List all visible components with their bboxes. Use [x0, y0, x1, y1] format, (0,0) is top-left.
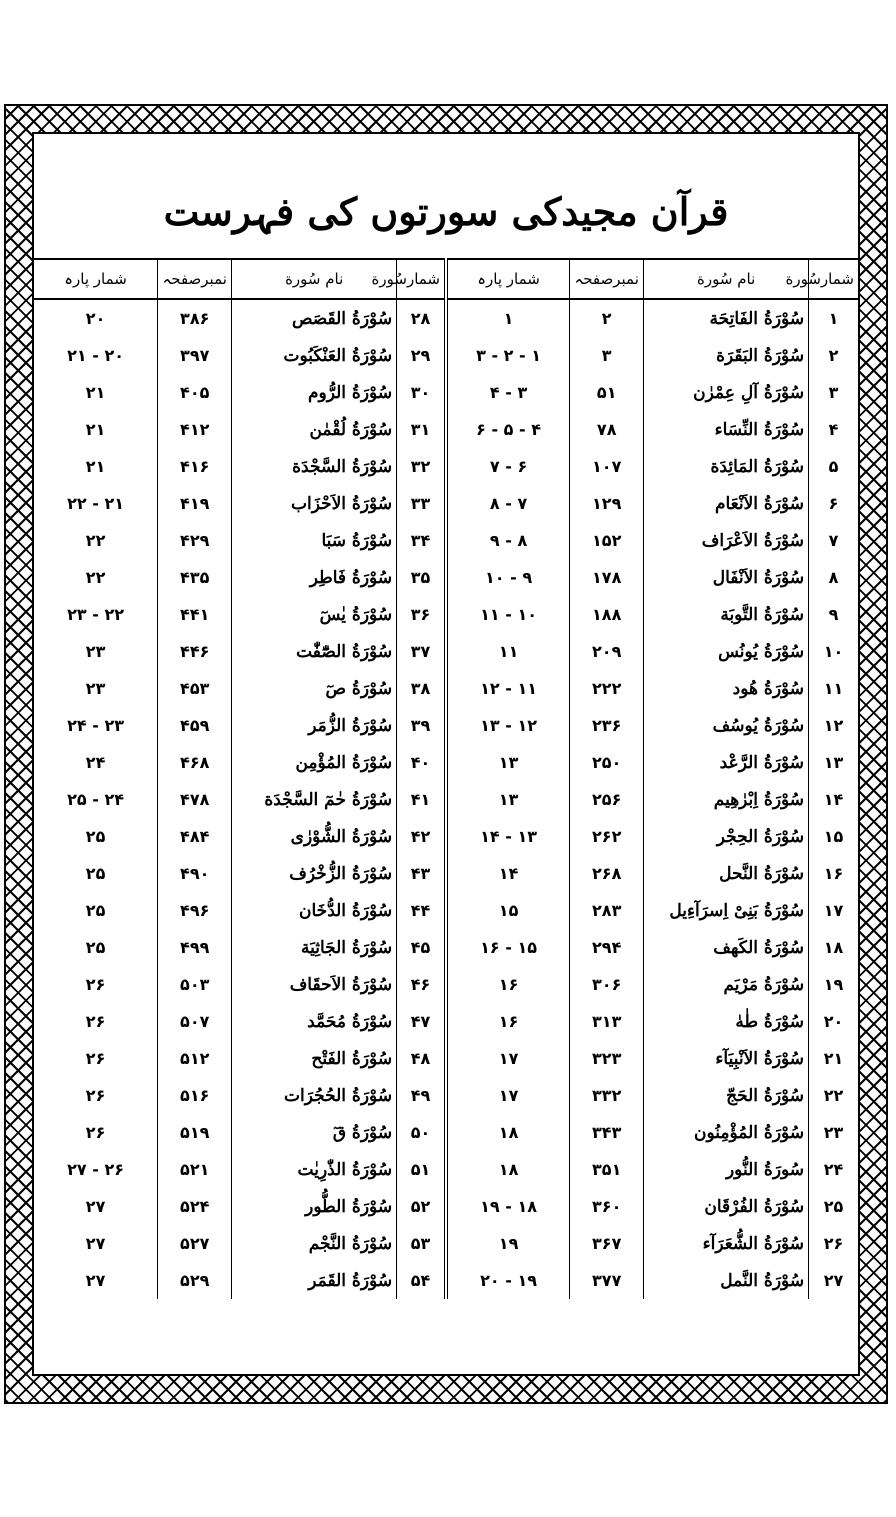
- cell-surah-page: ۴۸۴: [158, 818, 232, 855]
- cell-surah-page: ۵۲۹: [158, 1262, 232, 1299]
- cell-surah-para: ۲۲: [85, 531, 106, 550]
- cell-surah-name: سُوْرَةُ الاَحقَاف: [232, 966, 397, 1003]
- table-header-row: [34, 259, 858, 299]
- cell-surah-number: ۵۴: [397, 1262, 446, 1299]
- cell-surah-para: ۲۰ - ۲۱: [67, 346, 124, 365]
- cell-surah-page: ۲۹۴: [570, 929, 644, 966]
- cell-surah-page: ۲۶۲: [570, 818, 644, 855]
- cell-surah-para: ۶ - ۷: [446, 448, 570, 485]
- table-row: [34, 1114, 858, 1151]
- table-row: [34, 1151, 858, 1188]
- cell-surah-page: ۱۷۸: [570, 559, 644, 596]
- cell-surah-number: ۳۶: [397, 596, 446, 633]
- header-para-no: شمار پارہ: [446, 259, 570, 299]
- cell-surah-page: ۳۸۶: [158, 299, 232, 337]
- cell-surah-number: ۳: [809, 374, 858, 411]
- cell-surah-para: ۹ - ۱۰: [446, 559, 570, 596]
- cell-surah-number: ۴۲: [397, 818, 446, 855]
- cell-surah-number: ۱۳: [809, 744, 858, 781]
- cell-surah-page: ۵۱۹: [158, 1114, 232, 1151]
- cell-surah-number: ۲۸: [397, 299, 446, 337]
- cell-surah-number: ۳۲: [397, 448, 446, 485]
- cell-surah-para: ۱۹: [446, 1225, 570, 1262]
- cell-surah-number: ۱۸: [809, 929, 858, 966]
- cell-surah-page: ۳۲۳: [570, 1040, 644, 1077]
- cell-surah-name: سُوْرَةُ النَّمل: [644, 1262, 809, 1299]
- table-row: [34, 485, 858, 522]
- cell-surah-name: سُوْرَةُ المُؤْمِنُون: [644, 1114, 809, 1151]
- table-row: [34, 781, 858, 818]
- cell-surah-number: ۲۱: [809, 1040, 858, 1077]
- cell-surah-para: ۲۵: [85, 864, 106, 883]
- cell-surah-name: سُوْرَةُ الزُّمَر: [232, 707, 397, 744]
- cell-surah-number: ۱۲: [809, 707, 858, 744]
- cell-surah-name: سُوْرَةُ هُود: [644, 670, 809, 707]
- cell-surah-name: سُوْرَةُ المُؤْمِن: [232, 744, 397, 781]
- cell-surah-name: سُوْرَةُ طٰهٰ: [644, 1003, 809, 1040]
- table-row: [34, 670, 858, 707]
- cell-surah-name: سُوْرَةُ آلِ عِمْرٰن: [644, 374, 809, 411]
- cell-surah-para: ۱۴: [446, 855, 570, 892]
- table-row: [34, 337, 858, 374]
- cell-surah-para: ۲۶: [85, 1049, 106, 1068]
- cell-surah-para: ۱۰ - ۱۱: [446, 596, 570, 633]
- cell-surah-para: ۲۷: [85, 1197, 106, 1216]
- cell-surah-number: ۲۰: [809, 1003, 858, 1040]
- cell-surah-page: ۴۵۳: [158, 670, 232, 707]
- cell-surah-para: ۱۱: [446, 633, 570, 670]
- cell-surah-para: ۲۶ - ۲۷: [67, 1160, 124, 1179]
- table-row: [34, 1040, 858, 1077]
- cell-surah-page: ۴۰۵: [158, 374, 232, 411]
- cell-surah-name: سُوْرَةُ الزُّخْرُف: [232, 855, 397, 892]
- cell-surah-para: ۱۱ - ۱۲: [446, 670, 570, 707]
- cell-surah-para: ۲۱: [85, 383, 106, 402]
- table-row: [34, 411, 858, 448]
- cell-surah-page: ۴۳۵: [158, 559, 232, 596]
- cell-surah-number: ۴۱: [397, 781, 446, 818]
- cell-surah-para: ۱۳: [446, 744, 570, 781]
- cell-surah-name: سُوْرَةُ الاَنْفَال: [644, 559, 809, 596]
- cell-surah-para: ۷ - ۸: [446, 485, 570, 522]
- cell-surah-name: سُوْرَةُ الصّٰٓفّٰت: [232, 633, 397, 670]
- surah-index-table: [34, 258, 858, 1299]
- cell-surah-name: سُوْرَةُ الدُّخَان: [232, 892, 397, 929]
- cell-surah-number: ۸: [809, 559, 858, 596]
- cell-surah-para: ۲۲: [85, 568, 106, 587]
- table-row: [34, 744, 858, 781]
- cell-surah-para: ۲۷: [85, 1271, 106, 1290]
- cell-surah-number: ۴۶: [397, 966, 446, 1003]
- cell-surah-para: ۱۸: [446, 1114, 570, 1151]
- cell-surah-para: ۲۵: [85, 938, 106, 957]
- cell-surah-page: ۱۰۷: [570, 448, 644, 485]
- table-row: [34, 818, 858, 855]
- cell-surah-name: سُوْرَةُ السَّجْدَة: [232, 448, 397, 485]
- cell-surah-page: ۳۶۷: [570, 1225, 644, 1262]
- content-panel: [32, 132, 860, 1376]
- table-row: [34, 966, 858, 1003]
- header-surah-name: نام سُورة: [232, 259, 397, 299]
- cell-surah-para: ۲۶: [85, 1012, 106, 1031]
- cell-surah-number: ۴۴: [397, 892, 446, 929]
- cell-surah-name: سُوْرَةُ العَنْكَبُوت: [232, 337, 397, 374]
- cell-surah-para: ۲۱ - ۲۲: [67, 494, 124, 513]
- cell-surah-name: سُوْرَةُ الفَتْح: [232, 1040, 397, 1077]
- cell-surah-para: ۲۰: [85, 309, 106, 328]
- cell-surah-name: سُوْرَةُ النِّسَاء: [644, 411, 809, 448]
- cell-surah-page: ۳۴۳: [570, 1114, 644, 1151]
- cell-surah-name: سُوْرَةُ البَقَرَة: [644, 337, 809, 374]
- cell-surah-page: ۵۲۴: [158, 1188, 232, 1225]
- cell-surah-para: ۳ - ۴: [446, 374, 570, 411]
- cell-surah-para: ۲۲ - ۲۳: [67, 605, 124, 624]
- cell-surah-name: سُوْرَةُ القَصَص: [232, 299, 397, 337]
- cell-surah-name: سُوْرَةُ الفُرْقَان: [644, 1188, 809, 1225]
- page-frame: [4, 104, 888, 1404]
- cell-surah-para: ۱: [446, 299, 570, 337]
- cell-surah-para: ۲۱: [85, 420, 106, 439]
- cell-surah-page: ۵۱: [570, 374, 644, 411]
- cell-surah-number: ۹: [809, 596, 858, 633]
- cell-surah-number: ۵: [809, 448, 858, 485]
- cell-surah-name: سُوْرَةُ النَّجْم: [232, 1225, 397, 1262]
- cell-surah-page: ۵۰۳: [158, 966, 232, 1003]
- cell-surah-number: ۵۰: [397, 1114, 446, 1151]
- cell-surah-page: ۳۰۶: [570, 966, 644, 1003]
- cell-surah-page: ۴۷۸: [158, 781, 232, 818]
- cell-surah-page: ۳۳۲: [570, 1077, 644, 1114]
- cell-surah-number: ۲۳: [809, 1114, 858, 1151]
- cell-surah-name: سُوْرَةُ الكَهف: [644, 929, 809, 966]
- cell-surah-number: ۱۷: [809, 892, 858, 929]
- cell-surah-name: سُوْرَةُ الشُّعَرَآء: [644, 1225, 809, 1262]
- cell-surah-name: سُوْرَةُ الرَّعْد: [644, 744, 809, 781]
- cell-surah-number: ۴۵: [397, 929, 446, 966]
- cell-surah-page: ۴۹۹: [158, 929, 232, 966]
- cell-surah-page: ۳۹۷: [158, 337, 232, 374]
- cell-surah-number: ۲۶: [809, 1225, 858, 1262]
- cell-surah-name: سُوْرَةُ الاَعْرَاف: [644, 522, 809, 559]
- cell-surah-para: ۱۸: [446, 1151, 570, 1188]
- cell-surah-name: سُوْرَةُ صٓ: [232, 670, 397, 707]
- cell-surah-para: ۲۶: [85, 1086, 106, 1105]
- cell-surah-number: ۴۰: [397, 744, 446, 781]
- cell-surah-page: ۲۳۶: [570, 707, 644, 744]
- cell-surah-name: سُوْرَةُ حٰمٓ السَّجْدَة: [232, 781, 397, 818]
- table-row: [34, 374, 858, 411]
- cell-surah-name: سُوْرَةُ يُونُس: [644, 633, 809, 670]
- page-title: قرآن مجیدکی سورتوں کی فہرست: [163, 189, 729, 234]
- cell-surah-number: ۵۲: [397, 1188, 446, 1225]
- cell-surah-page: ۳۷۷: [570, 1262, 644, 1299]
- cell-surah-page: ۴۲۹: [158, 522, 232, 559]
- table-row: [34, 855, 858, 892]
- cell-surah-number: ۲۹: [397, 337, 446, 374]
- cell-surah-number: ۳۵: [397, 559, 446, 596]
- table-row: [34, 707, 858, 744]
- cell-surah-number: ۲۵: [809, 1188, 858, 1225]
- cell-surah-page: ۵۱۲: [158, 1040, 232, 1077]
- cell-surah-number: ۳۹: [397, 707, 446, 744]
- header-page-no: نمبرصفحہ: [570, 259, 644, 299]
- header-para-no: شمار پارہ: [34, 259, 158, 299]
- table-row: [34, 522, 858, 559]
- cell-surah-para: ۱۶: [446, 966, 570, 1003]
- cell-surah-name: سُوْرَةُ القَمَر: [232, 1262, 397, 1299]
- cell-surah-name: سُوْرَةُ الجَاثِيَة: [232, 929, 397, 966]
- cell-surah-name: سُوْرَةُ الشُّوْرٰى: [232, 818, 397, 855]
- table-row: [34, 1077, 858, 1114]
- cell-surah-page: ۴۹۰: [158, 855, 232, 892]
- table-row: [34, 892, 858, 929]
- table-row: [34, 1188, 858, 1225]
- cell-surah-page: ۲۶۸: [570, 855, 644, 892]
- cell-surah-para: ۱۶: [446, 1003, 570, 1040]
- cell-surah-number: ۱۴: [809, 781, 858, 818]
- cell-surah-para: ۲۷: [85, 1234, 106, 1253]
- cell-surah-para: ۱۵ - ۱۶: [446, 929, 570, 966]
- cell-surah-name: سُورَةُ النُّور: [644, 1151, 809, 1188]
- cell-surah-number: ۲: [809, 337, 858, 374]
- header-surah-no: شمارسُورة: [809, 259, 858, 299]
- table-row: [34, 1003, 858, 1040]
- cell-surah-page: ۳۵۱: [570, 1151, 644, 1188]
- cell-surah-para: ۱۷: [446, 1077, 570, 1114]
- cell-surah-para: ۱۳ - ۱۴: [446, 818, 570, 855]
- cell-surah-name: سُوْرَةُ الرُّوم: [232, 374, 397, 411]
- cell-surah-page: ۲: [570, 299, 644, 337]
- cell-surah-number: ۴۷: [397, 1003, 446, 1040]
- cell-surah-number: ۷: [809, 522, 858, 559]
- cell-surah-number: ۳۳: [397, 485, 446, 522]
- cell-surah-page: ۱۲۹: [570, 485, 644, 522]
- cell-surah-page: ۲۵۰: [570, 744, 644, 781]
- cell-surah-page: ۴۴۱: [158, 596, 232, 633]
- cell-surah-number: ۳۷: [397, 633, 446, 670]
- cell-surah-para: ۲۶: [85, 975, 106, 994]
- cell-surah-page: ۴۵۹: [158, 707, 232, 744]
- cell-surah-page: ۵۰۷: [158, 1003, 232, 1040]
- cell-surah-page: ۴۹۶: [158, 892, 232, 929]
- cell-surah-number: ۴۸: [397, 1040, 446, 1077]
- table-row: [34, 633, 858, 670]
- cell-surah-page: ۴۶۸: [158, 744, 232, 781]
- cell-surah-para: ۲۴ - ۲۵: [67, 790, 124, 809]
- cell-surah-name: سُوْرَةُ التَّوبَة: [644, 596, 809, 633]
- table-row: [34, 596, 858, 633]
- cell-surah-para: ۲۵: [85, 827, 106, 846]
- cell-surah-number: ۴۳: [397, 855, 446, 892]
- cell-surah-number: ۵۱: [397, 1151, 446, 1188]
- cell-surah-name: سُوْرَةُ مَرْيَم: [644, 966, 809, 1003]
- cell-surah-name: سُوْرَةُ الحَجّ: [644, 1077, 809, 1114]
- cell-surah-page: ۱۵۲: [570, 522, 644, 559]
- cell-surah-name: سُوْرَةُ بَنِیْ اِسرَآءِیل: [644, 892, 809, 929]
- cell-surah-name: سُوْرَةُ الاَحْزَاب: [232, 485, 397, 522]
- header-surah-no: شمارسُورة: [397, 259, 446, 299]
- cell-surah-number: ۶: [809, 485, 858, 522]
- cell-surah-name: سُوْرَةُ الاَنْبِيَآء: [644, 1040, 809, 1077]
- cell-surah-number: ۱۹: [809, 966, 858, 1003]
- cell-surah-name: سُوْرَةُ المَائِدَة: [644, 448, 809, 485]
- cell-surah-page: ۴۱۲: [158, 411, 232, 448]
- cell-surah-page: ۵۱۶: [158, 1077, 232, 1114]
- table-row: [34, 929, 858, 966]
- cell-surah-number: ۲۲: [809, 1077, 858, 1114]
- cell-surah-number: ۵۳: [397, 1225, 446, 1262]
- cell-surah-number: ۴۹: [397, 1077, 446, 1114]
- cell-surah-page: ۴۴۶: [158, 633, 232, 670]
- cell-surah-page: ۳۶۰: [570, 1188, 644, 1225]
- cell-surah-name: سُوْرَةُ فَاطِر: [232, 559, 397, 596]
- cell-surah-number: ۴: [809, 411, 858, 448]
- header-surah-name: نام سُورة: [644, 259, 809, 299]
- cell-surah-page: ۵۲۷: [158, 1225, 232, 1262]
- cell-surah-number: ۱۵: [809, 818, 858, 855]
- cell-surah-para: ۴ - ۵ - ۶: [446, 411, 570, 448]
- cell-surah-name: سُوْرَةُ يُوسُف: [644, 707, 809, 744]
- cell-surah-number: ۱: [809, 299, 858, 337]
- cell-surah-page: ۲۵۶: [570, 781, 644, 818]
- cell-surah-page: ۷۸: [570, 411, 644, 448]
- cell-surah-name: سُوْرَةُ مُحَمَّد: [232, 1003, 397, 1040]
- cell-surah-page: ۲۰۹: [570, 633, 644, 670]
- table-row: [34, 559, 858, 596]
- cell-surah-number: ۱۱: [809, 670, 858, 707]
- cell-surah-name: سُوْرَةُ الذّٰرِيٰت: [232, 1151, 397, 1188]
- cell-surah-page: ۴۱۶: [158, 448, 232, 485]
- cell-surah-name: سُوْرَةُ الحُجُرَات: [232, 1077, 397, 1114]
- cell-surah-page: ۳: [570, 337, 644, 374]
- cell-surah-number: ۱۶: [809, 855, 858, 892]
- cell-surah-number: ۲۷: [809, 1262, 858, 1299]
- cell-surah-name: سُوْرَةُ قٓ: [232, 1114, 397, 1151]
- table-row: [34, 299, 858, 337]
- cell-surah-name: سُوْرَةُ الطُّور: [232, 1188, 397, 1225]
- cell-surah-para: ۱۲ - ۱۳: [446, 707, 570, 744]
- table-row: [34, 1262, 858, 1299]
- cell-surah-page: ۳۱۳: [570, 1003, 644, 1040]
- cell-surah-name: سُوْرَةُ النَّحل: [644, 855, 809, 892]
- cell-surah-para: ۲۳: [85, 679, 106, 698]
- cell-surah-para: ۲۱: [85, 457, 106, 476]
- cell-surah-para: ۲۳: [85, 642, 106, 661]
- cell-surah-para: ۱۳: [446, 781, 570, 818]
- cell-surah-number: ۳۰: [397, 374, 446, 411]
- cell-surah-para: ۸ - ۹: [446, 522, 570, 559]
- cell-surah-para: ۱۸ - ۱۹: [446, 1188, 570, 1225]
- cell-surah-page: ۱۸۸: [570, 596, 644, 633]
- cell-surah-name: سُوْرَةُ اِبْرٰهِيم: [644, 781, 809, 818]
- cell-surah-name: سُوْرَةُ الفَاتِحَة: [644, 299, 809, 337]
- cell-surah-number: ۳۱: [397, 411, 446, 448]
- cell-surah-para: ۱۷: [446, 1040, 570, 1077]
- cell-surah-para: ۲۵: [85, 901, 106, 920]
- cell-surah-para: ۲۶: [85, 1123, 106, 1142]
- table-row: [34, 1225, 858, 1262]
- cell-surah-number: ۳۸: [397, 670, 446, 707]
- header-page-no: نمبرصفحہ: [158, 259, 232, 299]
- cell-surah-page: ۴۱۹: [158, 485, 232, 522]
- cell-surah-name: سُوْرَةُ الحِجْر: [644, 818, 809, 855]
- cell-surah-para: ۱ - ۲ - ۳: [446, 337, 570, 374]
- cell-surah-name: سُوْرَةُ لُقْمٰن: [232, 411, 397, 448]
- cell-surah-number: ۲۴: [809, 1151, 858, 1188]
- cell-surah-name: سُوْرَةُ يٰسٓ: [232, 596, 397, 633]
- cell-surah-para: ۱۹ - ۲۰: [446, 1262, 570, 1299]
- cell-surah-name: سُوْرَةُ سَبَا: [232, 522, 397, 559]
- cell-surah-number: ۱۰: [809, 633, 858, 670]
- cell-surah-para: ۱۵: [446, 892, 570, 929]
- cell-surah-para: ۲۳ - ۲۴: [67, 716, 124, 735]
- cell-surah-page: ۲۸۳: [570, 892, 644, 929]
- cell-surah-para: ۲۴: [85, 753, 106, 772]
- cell-surah-name: سُوْرَةُ الاَنْعَام: [644, 485, 809, 522]
- cell-surah-number: ۳۴: [397, 522, 446, 559]
- cell-surah-page: ۵۲۱: [158, 1151, 232, 1188]
- cell-surah-page: ۲۲۲: [570, 670, 644, 707]
- table-row: [34, 448, 858, 485]
